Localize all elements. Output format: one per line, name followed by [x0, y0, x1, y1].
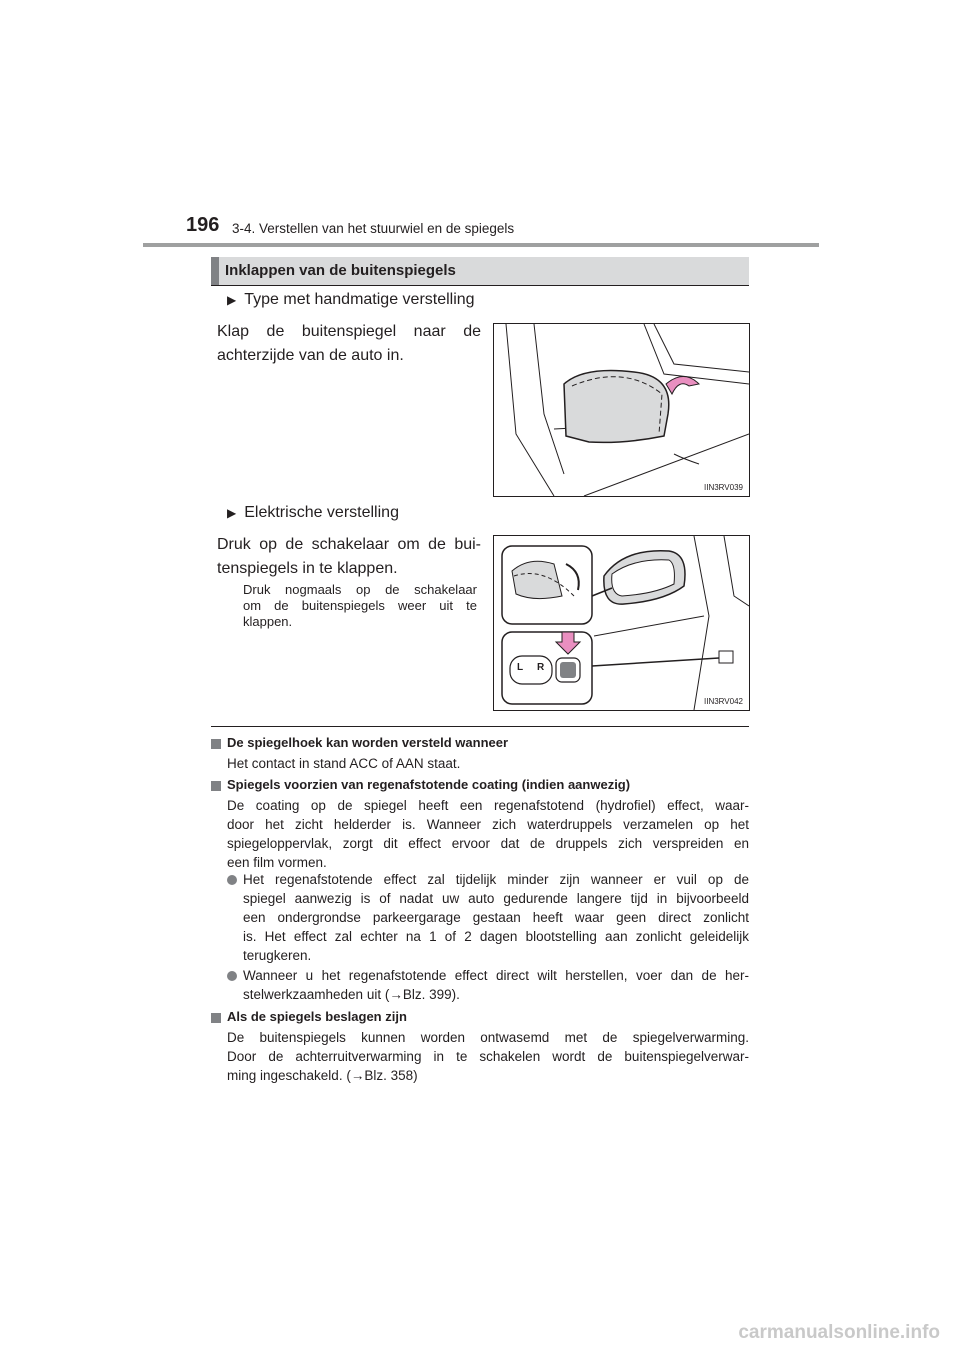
electric-text-line: tenspiegels in te klappen. [217, 560, 398, 577]
round-bullet-icon [227, 971, 237, 981]
section-tab [211, 257, 219, 285]
watermark: carmanualsonline.info [738, 1322, 940, 1343]
manual-text-line: Klap de buitenspiegel naar de [217, 323, 481, 340]
text-line: spiegel aanwezig is of nadat uw auto gedurende langere tijd in bijvoorbeeld [243, 891, 749, 906]
square-bullet-icon [211, 1013, 221, 1023]
page-number: 196 [186, 214, 220, 236]
electric-subtitle-text: Elektrische verstelling [244, 504, 399, 521]
text-line: een ondergrondse parkeergarage gestaan heeft waar geen direct zonlicht [243, 910, 749, 925]
text-line: spiegeloppervlak, zorgt dit effect ervoor dat de druppels zich verspreiden en [227, 836, 749, 851]
electric-text-line: Druk op de schakelaar om de bui- [217, 536, 481, 553]
info-heading: Als de spiegels beslagen zijn [227, 1009, 407, 1024]
text-line: Het regenafstotende effect zal tijdelijk minder zijn wanneer er vuil op de [243, 872, 749, 887]
info-paragraph: Het contact in stand ACC of AAN staat. [227, 756, 461, 771]
electric-note-line: klappen. [243, 614, 293, 629]
electric-instruction [217, 533, 481, 581]
mirror-fold-illustration [494, 324, 749, 496]
info-heading: De spiegelhoek kan worden versteld wanneer [227, 735, 509, 750]
text-line: Door de achterruitverwarming in te schakelen wordt de buitenspiegelverwar- [227, 1049, 749, 1064]
section-heading-bar [211, 257, 749, 285]
manual-subtitle [227, 291, 475, 309]
section-underline [211, 285, 749, 286]
electric-note [243, 582, 477, 630]
mirror-switch-illustration [494, 536, 749, 710]
text-line: stelwerkzaamheden uit (→Blz. 399). [243, 987, 460, 1002]
electric-note-line: Druk nogmaals op de schakelaar [243, 582, 477, 597]
header-rule [143, 243, 819, 247]
text-line: door het zicht helderder is. Wanneer zich waterdruppels verzamelen op het [227, 817, 749, 832]
manual-instruction [217, 320, 481, 368]
section-title: Inklappen van de buitenspiegels [225, 262, 456, 279]
info-divider [211, 726, 749, 727]
manual-mirror-figure [493, 323, 750, 497]
round-bullet-icon [227, 875, 237, 885]
bullet-paragraph [243, 966, 749, 1004]
info-paragraph [227, 1028, 749, 1085]
text-line: een film vormen. [227, 855, 327, 870]
text-line: Wanneer u het regenafstotende effect direct wilt herstellen, voer dan de her- [243, 968, 749, 983]
chapter-title: 3-4. Verstellen van het stuurwiel en de spiegels [232, 221, 515, 236]
text-line: ming ingeschakeld. (→Blz. 358) [227, 1068, 418, 1083]
square-bullet-icon [211, 781, 221, 791]
info-paragraph [227, 796, 749, 872]
triangle-arrow-icon: ▶ [227, 293, 237, 307]
bullet-paragraph [243, 870, 749, 965]
electric-mirror-figure [493, 535, 750, 711]
info-heading: Spiegels voorzien van regenafstotende coating (indien aanwezig) [227, 777, 631, 792]
text-line: De buitenspiegels kunnen worden ontwasemd met de spiegelverwarming. [227, 1030, 749, 1045]
manual-text-line: achterzijde van de auto in. [217, 347, 404, 364]
switch-left-label: L [517, 662, 524, 673]
manual-subtitle-text: Type met handmatige verstelling [244, 291, 475, 308]
square-bullet-icon [211, 739, 221, 749]
electric-subtitle [227, 504, 399, 522]
figure-code: IIN3RV042 [704, 697, 743, 706]
figure-code: IIN3RV039 [704, 483, 743, 492]
triangle-arrow-icon: ▶ [227, 506, 237, 520]
text-line: is. Het effect zal echter na 1 of 2 dagen blootstelling aan zonlicht geleidelijk [243, 929, 749, 944]
text-line: terugkeren. [243, 948, 312, 963]
text-line: De coating op de spiegel heeft een regenafstotend (hydrofiel) effect, waar- [227, 798, 749, 813]
electric-note-line: om de buitenspiegels weer uit te [243, 598, 477, 613]
switch-right-label: R [537, 662, 545, 673]
